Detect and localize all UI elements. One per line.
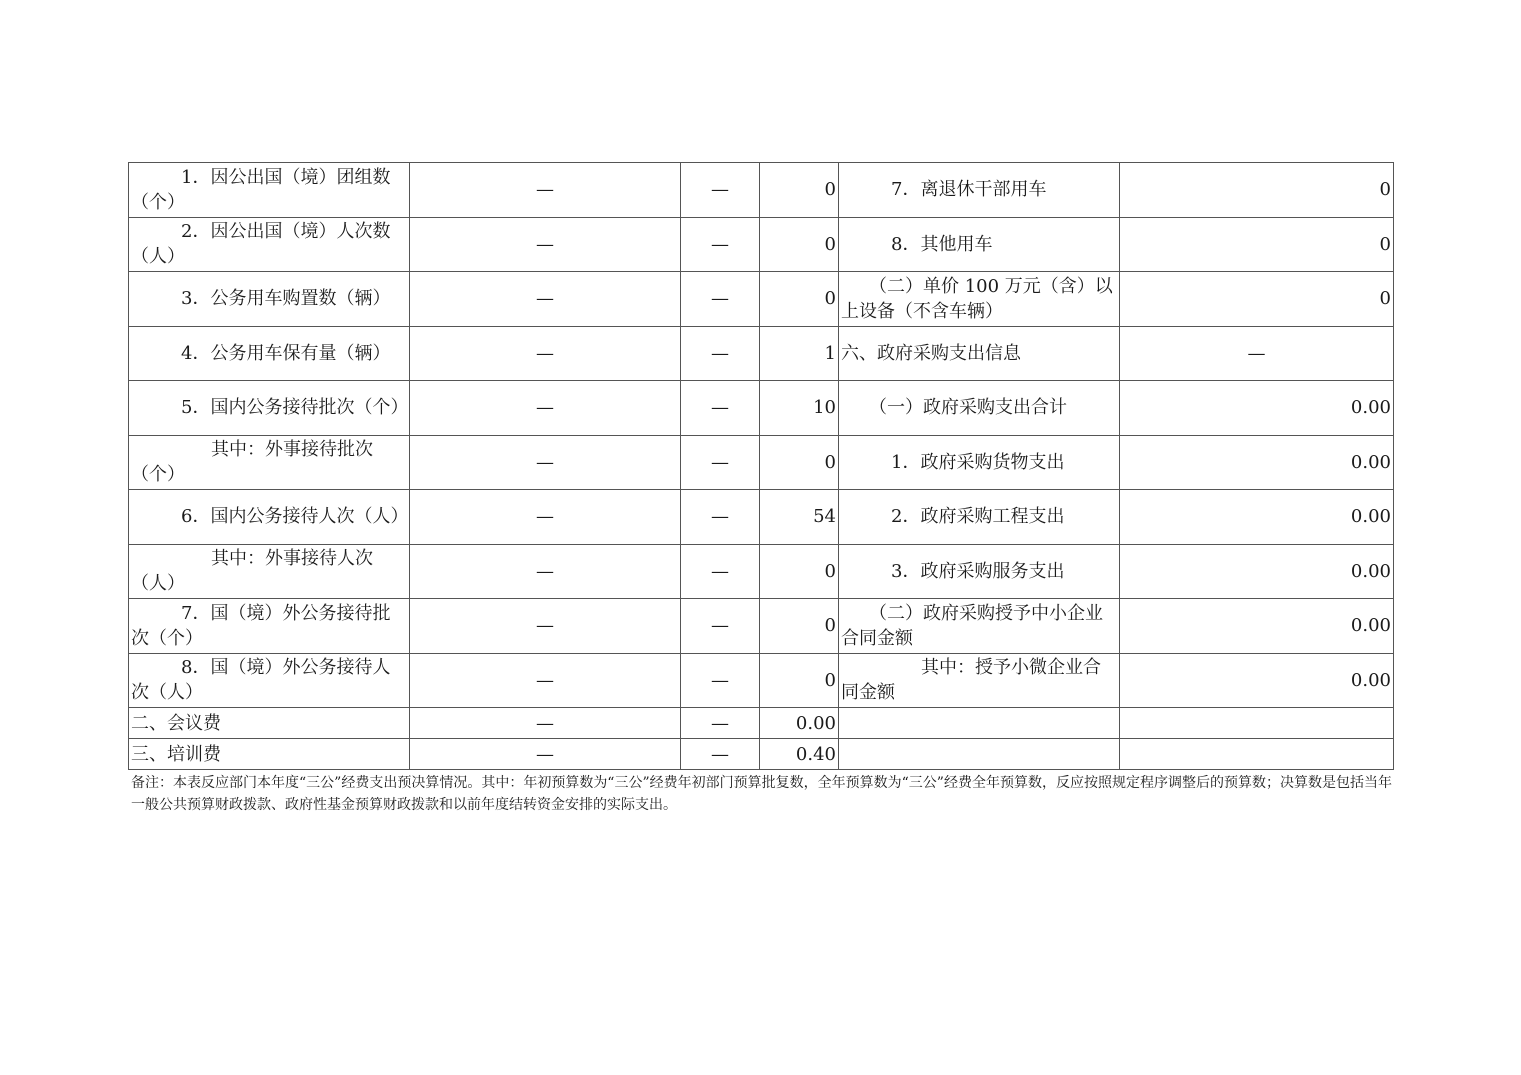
right-row-label: （一）政府采购支出合计 (839, 381, 1120, 436)
row-label: 其中：外事接待批次（个） (129, 435, 410, 490)
full-year-budget-cell: — (681, 544, 760, 599)
table-row (129, 708, 1394, 739)
annual-budget-cell: — (410, 217, 681, 272)
full-year-budget-cell: — (681, 490, 760, 545)
annual-budget-cell: — (410, 544, 681, 599)
right-row-label: 1．政府采购货物支出 (839, 435, 1120, 490)
table-row (129, 653, 1394, 708)
right-row-label: 3．政府采购服务支出 (839, 544, 1120, 599)
right-row-label (839, 739, 1120, 770)
right-row-label: （二）政府采购授予中小企业合同金额 (839, 599, 1120, 654)
table-row (129, 490, 1394, 545)
right-value-cell: 0.00 (1120, 544, 1394, 599)
full-year-budget-cell: — (681, 739, 760, 770)
annual-budget-cell: — (410, 739, 681, 770)
right-row-label (839, 708, 1120, 739)
annual-budget-cell: — (410, 708, 681, 739)
right-row-label: 其中：授予小微企业合同金额 (839, 653, 1120, 708)
annual-budget-cell: — (410, 490, 681, 545)
row-label: 二、会议费 (129, 708, 410, 739)
table-row (129, 599, 1394, 654)
row-label: 3．公务用车购置数（辆） (129, 272, 410, 327)
table-footnote: 备注：本表反应部门本年度“三公”经费支出预决算情况。其中：年初预算数为“三公”经费年初部门预算批复数，全年预算数为“三公”经费全年预算数，反应按照规定程序调整后的预算数；决算数是包括当年一般公共预算财政拨款、政府性基金预算财政拨款和以前年度结转资金安排的实际支出。 (131, 775, 1392, 813)
row-label: 1．因公出国（境）团组数（个） (129, 163, 410, 218)
row-label: 6．国内公务接待人次（人） (129, 490, 410, 545)
table-row (129, 544, 1394, 599)
table-row (129, 739, 1394, 770)
full-year-budget-cell: — (681, 381, 760, 436)
full-year-budget-cell: — (681, 708, 760, 739)
row-label: 8．国（境）外公务接待人次（人） (129, 653, 410, 708)
full-year-budget-cell: — (681, 653, 760, 708)
row-label: 三、培训费 (129, 739, 410, 770)
final-account-cell: 0.40 (760, 739, 839, 770)
right-value-cell: 0.00 (1120, 653, 1394, 708)
right-value-cell: 0.00 (1120, 381, 1394, 436)
annual-budget-cell: — (410, 163, 681, 218)
right-value-cell: — (1120, 326, 1394, 381)
right-value-cell (1120, 708, 1394, 739)
table-row (129, 272, 1394, 327)
final-account-cell: 0 (760, 599, 839, 654)
right-value-cell (1120, 739, 1394, 770)
right-row-label: 六、政府采购支出信息 (839, 326, 1120, 381)
expenditure-table (128, 162, 1394, 770)
row-label: 7．国（境）外公务接待批次（个） (129, 599, 410, 654)
right-row-label: 8．其他用车 (839, 217, 1120, 272)
row-label: 5．国内公务接待批次（个） (129, 381, 410, 436)
right-row-label: （二）单价 100 万元（含）以上设备（不含车辆） (839, 272, 1120, 327)
annual-budget-cell: — (410, 326, 681, 381)
full-year-budget-cell: — (681, 163, 760, 218)
final-account-cell: 1 (760, 326, 839, 381)
table-row (129, 326, 1394, 381)
row-label: 2．因公出国（境）人次数（人） (129, 217, 410, 272)
full-year-budget-cell: — (681, 599, 760, 654)
row-label: 其中：外事接待人次（人） (129, 544, 410, 599)
final-account-cell: 0 (760, 217, 839, 272)
annual-budget-cell: — (410, 272, 681, 327)
table-row (129, 435, 1394, 490)
annual-budget-cell: — (410, 435, 681, 490)
final-account-cell: 0 (760, 435, 839, 490)
right-value-cell: 0 (1120, 163, 1394, 218)
final-account-cell: 0 (760, 163, 839, 218)
full-year-budget-cell: — (681, 435, 760, 490)
table-row (129, 217, 1394, 272)
final-account-cell: 54 (760, 490, 839, 545)
right-value-cell: 0.00 (1120, 490, 1394, 545)
full-year-budget-cell: — (681, 217, 760, 272)
final-account-cell: 0 (760, 653, 839, 708)
right-row-label: 2．政府采购工程支出 (839, 490, 1120, 545)
right-value-cell: 0.00 (1120, 599, 1394, 654)
table-row (129, 163, 1394, 218)
right-value-cell: 0 (1120, 272, 1394, 327)
right-row-label: 7．离退休干部用车 (839, 163, 1120, 218)
annual-budget-cell: — (410, 381, 681, 436)
annual-budget-cell: — (410, 599, 681, 654)
right-value-cell: 0.00 (1120, 435, 1394, 490)
full-year-budget-cell: — (681, 326, 760, 381)
annual-budget-cell: — (410, 653, 681, 708)
table-row (129, 381, 1394, 436)
final-account-cell: 0 (760, 272, 839, 327)
row-label: 4．公务用车保有量（辆） (129, 326, 410, 381)
final-account-cell: 0.00 (760, 708, 839, 739)
final-account-cell: 10 (760, 381, 839, 436)
right-value-cell: 0 (1120, 217, 1394, 272)
full-year-budget-cell: — (681, 272, 760, 327)
final-account-cell: 0 (760, 544, 839, 599)
